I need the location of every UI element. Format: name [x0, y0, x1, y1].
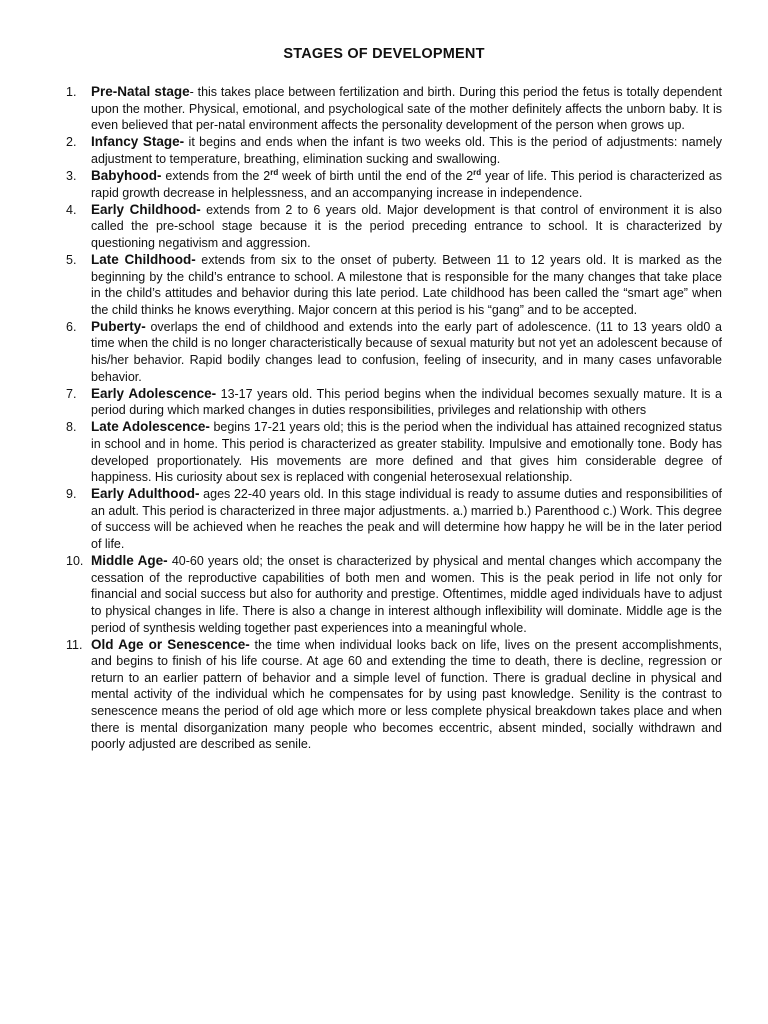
item-number: 4. — [66, 202, 77, 217]
list-item — [66, 637, 722, 753]
list-item — [66, 202, 722, 252]
stage-description: ages 22-40 years old. In this stage individual is ready to assume duties and responsibilities of an adult. This period is characterized in three major adjustments. a.) married b.) Parenthood c.) Work. This degree of success will be achieved when he reaches the peak and will determine how happy he will be in the later period of life. — [91, 487, 722, 552]
item-number: 9. — [66, 487, 77, 502]
list-item — [66, 319, 722, 385]
item-number: 7. — [66, 386, 77, 401]
stage-description: extends from 2 to 6 years old. Major development is that control of environment it is also called the pre-school stage because it is the period preceding entrance to school. It is characterized by questioning negativism and aggression. — [91, 202, 723, 250]
stage-label: Early Adolescence- — [91, 385, 217, 401]
item-number: 11. — [66, 637, 83, 652]
list-item — [66, 419, 722, 485]
stage-label: Pre-Natal stage — [91, 84, 190, 99]
stage-description: extends from the 2 — [161, 168, 271, 183]
stage-label: Puberty- — [91, 318, 146, 334]
stage-description: it begins and ends when the infant is two weeks old. This is the period of adjustments: namely adjustment to temperature, breathing, elimination sucking and swallowing. — [91, 135, 722, 166]
stage-label: Old Age or Senescence- — [91, 636, 250, 652]
stage-description: 40-60 years old; the onset is characterized by physical and mental changes which accompany the cessation of the reproductive capabilities of both men and women. This is the peak period in life not only for financial and social success but also for authority and prestige. Oftentimes, middle aged individuals have to adjust to physical changes in life. There is also a change in interest although inflexibility will dominate. Middle age is the period of synthesis welding together past experiences into a meaningful whole. — [91, 554, 722, 635]
stage-label: Infancy Stage- — [91, 134, 185, 150]
stage-description: - this takes place between fertilization and birth. During this period the fetus is totally dependent upon the mother. Physical, emotional, and psychological sate of the mother definitely affects the unborn baby. It is even believed that per-natal environment affects the personality development of the person when grows up. — [91, 85, 722, 133]
list-item — [66, 84, 722, 134]
stage-label: Babyhood- — [91, 167, 162, 183]
item-number: 2. — [66, 135, 77, 150]
item-number: 5. — [66, 252, 77, 267]
stage-label: Late Adolescence- — [91, 419, 210, 435]
stage-label: Early Childhood- — [91, 201, 201, 217]
item-number: 8. — [66, 420, 77, 435]
stage-label: Late Childhood- — [91, 251, 196, 267]
ordinal-suffix: rd — [270, 167, 279, 177]
stage-label: Middle Age- — [91, 553, 168, 569]
list-item — [66, 386, 722, 419]
item-number: 10. — [66, 554, 84, 569]
list-item — [66, 553, 722, 636]
list-item — [66, 252, 722, 318]
stage-description: extends from six to the onset of puberty. Between 11 to 12 years old. It is marked as the beginning by the child’s entrance to school. A milestone that is responsible for the many changes that take place in the child’s attitudes and behavior during this late period. Late childhood has been called the “smart age” when the child thinks he knows everything. Major concern at this period is his “gang” and to be accepted. — [91, 252, 722, 317]
stages-list — [66, 84, 722, 753]
stage-label: Early Adulthood- — [91, 486, 200, 502]
stage-description: overlaps the end of childhood and extends into the early part of adolescence. (11 to 13 years old0 a time when the child is no longer characteristically because of sexual maturity but not yet an adolescent because of his/her behavior. Rapid bodily changes lead to confusion, feeling of insecurity, and in many cases unfavorable behavior. — [91, 319, 722, 384]
page-title: STAGES OF DEVELOPMENT — [283, 46, 485, 62]
list-item — [66, 134, 722, 167]
stage-description: year of life. This period is characterized as rapid growth decrease in helplessness, and an accompanying increase in independence. — [91, 168, 722, 200]
item-number: 1. — [66, 85, 77, 99]
stage-description: the time when individual looks back on life, lives on the present accomplishments, and begins to finish of his life course. At age 60 and extending the time to death, there is decline, regression or return to an earlier pattern of behavior and a simple level of function. There is gradual decline in physical and mental activity of the individual which he compensates for by using past knowledge. Senility is the contrast to senescence means the period of old age which more or less complete physical breakdown takes place and when there is mental disorganization many people who becomes eccentric, absent minded, socially withdrawn and poorly adjusted are described as senile. — [91, 637, 722, 752]
ordinal-suffix: rd — [473, 167, 482, 177]
stage-description: week of birth until the end of the 2 — [278, 168, 474, 183]
stage-description: begins 17-21 years old; this is the period when the individual has attained recognized status in school and in home. This period is characterized as greater stability. Impulsive and emotionally tone. Body has developed proportionately. His movements are more defined and that gives him considerable degree of happiness. His curiosity about sex is replaced with congenial heterosexual relationship. — [91, 420, 722, 485]
stage-description: 13-17 years old. This period begins when the individual becomes sexually mature. It is a period during which marked changes in duties responsibilities, privileges and relationship with others — [91, 386, 722, 418]
item-number: 6. — [66, 319, 77, 334]
item-number: 3. — [66, 168, 77, 183]
list-item — [66, 168, 722, 201]
list-item — [66, 486, 722, 552]
